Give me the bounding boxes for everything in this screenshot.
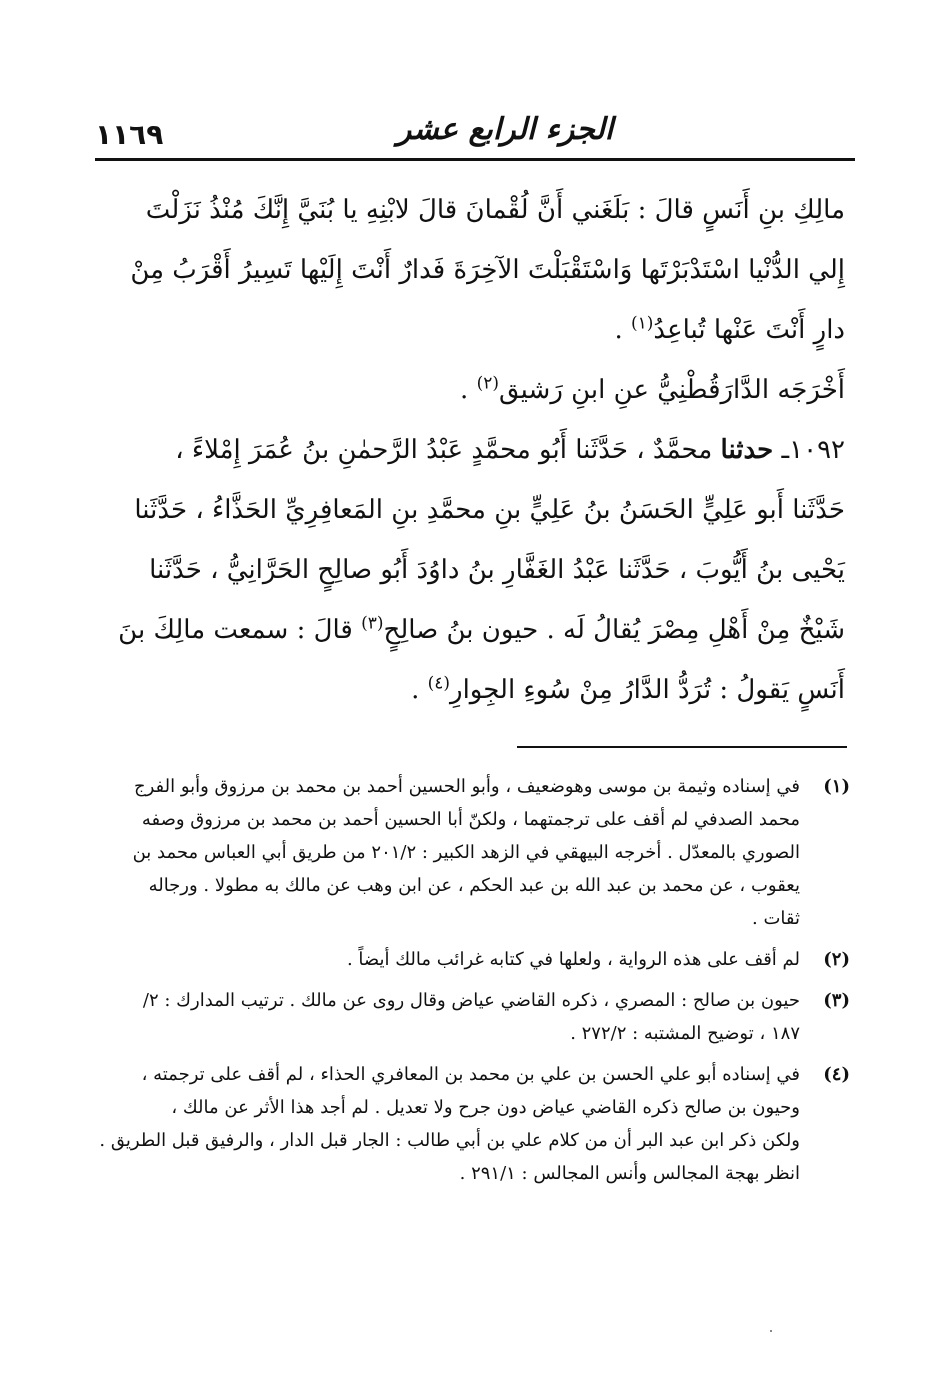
text-line: حَدَّثَنا أَبو عَلِيٍّ الحَسَنُ بنُ عَلِيٍّ بنِ محمَّدِ بنِ المَعافِرِيِّ الحَذَّاءُ ، حَدَّثَنا <box>134 495 845 525</box>
footnote-number: (١) <box>823 776 850 797</box>
footnote-number: (٢) <box>823 949 850 970</box>
footnote-3 <box>100 984 850 1050</box>
scan-speck <box>770 1330 772 1332</box>
footnote-ref-3[interactable]: (٣) <box>361 613 384 634</box>
header-rule <box>95 158 855 161</box>
hadith-opening-word: حدثنا <box>720 435 774 465</box>
footnote-line: يعقوب ، عن محمد بن عبد الله بن عبد الحكم ، عن ابن وهب عن مالك به مطولا . ورجاله <box>148 875 800 896</box>
hadith-number: ١٠٩٢ـ <box>781 435 845 465</box>
text-line <box>100 660 845 720</box>
text-segment: . <box>411 675 428 705</box>
text-line: يَحْيى بنُ أَيُّوبَ ، حَدَّثَنا عَبْدُ الغَفَّارِ بنُ داوُدَ أَبُو صالِحٍ الحَرَّانِيُّ ، حَدَّثَنا <box>149 555 845 585</box>
footnote-number: (٤) <box>823 1064 850 1085</box>
main-text <box>100 180 845 720</box>
text-segment: أَنَسٍ يَقولُ : تُرَدُّ الدَّارُ مِنْ سُوءِ الجِوارِ <box>450 675 845 705</box>
page-number: ١١٦٩ <box>95 118 164 151</box>
footnote-ref-4[interactable]: (٤) <box>427 673 451 694</box>
text-line <box>100 600 845 660</box>
text-line: إِلي الدُّنْيا اسْتَدْبَرْتَها وَاسْتَقْبَلْتَ الآخِرَةَ فَدارٌ أَنْتَ إِلَيْها تَسِيرُ أَقْرَبُ مِنْ <box>130 255 845 285</box>
footnote-line: في إسناده وثيمة بن موسى وهوضعيف ، وأبو الحسين أحمد بن محمد بن مرزوق وأبو الفرج <box>133 776 800 797</box>
text-segment: . <box>614 315 631 345</box>
text-segment: محمَّدٌ ، حَدَّثَنا أَبُو محمَّدٍ عَبْدُ الرَّحمٰنِ بنُ عُمَرَ إِمْلاءً ، <box>175 435 721 465</box>
footnote-line: وحيون بن صالح ذكره القاضي عياض دون جرح ولا تعديل . لم أجد هذا الأثر عن مالك ، <box>171 1097 800 1118</box>
footnote-line: لم أقف على هذه الرواية ، ولعلها في كتابه غرائب مالك أيضاً . <box>346 949 800 970</box>
text-line <box>100 360 845 420</box>
footnote-line: ١٨٧ ، توضيح المشتبه : ٢٧٢/٢ . <box>570 1023 800 1044</box>
footnote-line: ولكن ذكر ابن عبد البر أن من كلام علي بن أبي طالب : الجار قبل الدار ، والرفيق قبل الطريق . <box>99 1130 800 1151</box>
footnote-line: حيون بن صالح : المصري ، ذكره القاضي عياض وقال روى عن مالك . ترتيب المدارك : ٢/ <box>142 990 800 1011</box>
footnote-separator <box>517 746 847 748</box>
footnote-line: انظر بهجة المجالس وأنس المجالس : ٢٩١/١ . <box>459 1163 800 1184</box>
text-line <box>100 300 845 360</box>
text-segment: أَخْرَجَه الدَّارَقُطْنِيُّ عنِ ابنِ رَشيق <box>499 375 845 405</box>
text-segment: شَيْخٌ مِنْ أَهْلِ مِصْرَ يُقالُ لَه . حيون بنُ صالِحٍ <box>383 615 845 645</box>
text-line: مالِكِ بنِ أَنَسٍ قالَ : بَلَغَني أَنَّ لُقْمانَ قالَ لابْنِهِ يا بُنَيَّ إِنَّكَ مُنْذُ نَزَلْتَ <box>145 195 845 225</box>
narration-paragraph <box>100 180 845 420</box>
hadith-paragraph <box>100 420 845 720</box>
footnote-line: ثقات . <box>752 908 800 929</box>
text-line <box>100 420 845 480</box>
footnote-line: في إسناده أبو علي الحسن بن علي بن محمد بن المعافري الحذاء ، لم أقف على ترجمته ، <box>141 1064 800 1085</box>
footnote-line: محمد الصدفي لم أقف على ترجمتهما ، ولكنّ أبا الحسين أحمد بن محمد بن مرزوق وصفه <box>141 809 800 830</box>
footnote-line: الصوري بالمعدّل . أخرجه البيهقي في الزهد الكبير : ٢٠١/٢ من طريق أبي العباس محمد بن <box>132 842 800 863</box>
page-header <box>95 112 855 162</box>
footnote-ref-1[interactable]: (١) <box>631 313 654 334</box>
text-segment: دارٍ أَنْتَ عَنْها تُباعِدُ <box>653 315 845 345</box>
footnote-ref-2[interactable]: (٢) <box>476 373 499 394</box>
text-segment: . <box>460 375 477 405</box>
footnote-1 <box>100 770 850 935</box>
footnote-number: (٣) <box>823 990 850 1011</box>
text-segment: قالَ : سمعت مالِكَ بنَ <box>118 615 362 645</box>
footnotes-section <box>100 770 850 1198</box>
footnote-2 <box>100 943 850 976</box>
running-title: الجزء الرابع عشر <box>396 112 614 147</box>
footnote-4 <box>100 1058 850 1190</box>
